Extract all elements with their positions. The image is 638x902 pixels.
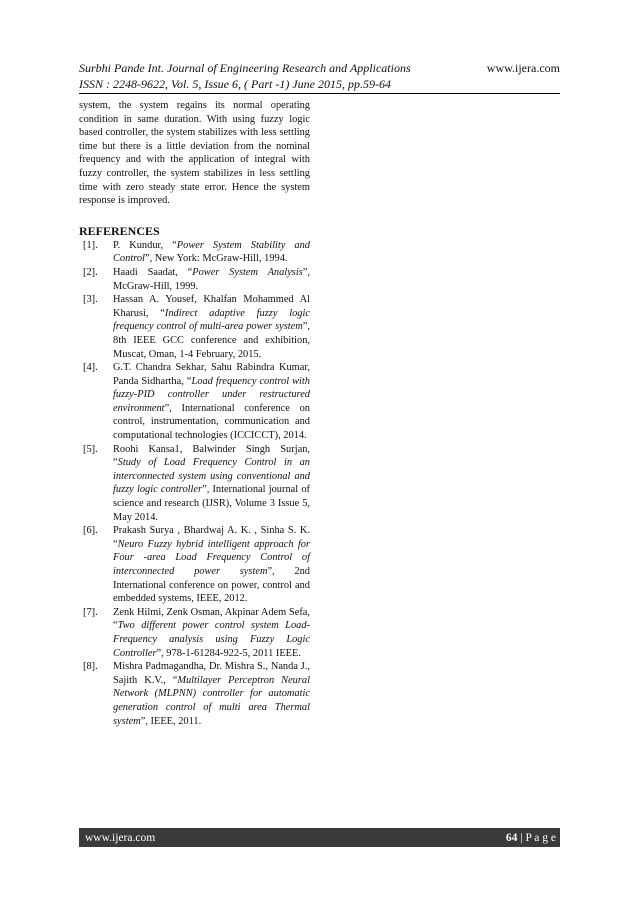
- reference-authors: G.T. Chandra Sekhar, Sahu Rabindra Kumar, Panda Sidhartha, “: [113, 362, 310, 387]
- reference-number: [5].: [83, 443, 98, 455]
- reference-authors: Hassan A. Yousef, Khalfan Mohammed Al Kharusi, “: [113, 294, 310, 319]
- reference-number: [8].: [83, 661, 98, 673]
- reference-item: [79, 239, 310, 266]
- reference-item: [79, 660, 310, 728]
- page-header: [79, 60, 560, 92]
- reference-source: ”, McGraw-Hill, 1999.: [113, 266, 310, 292]
- reference-text: [113, 524, 310, 606]
- header-divider: [79, 93, 560, 94]
- reference-item: [79, 524, 310, 606]
- reference-number: [6].: [83, 525, 98, 537]
- page-number-label: [506, 832, 556, 844]
- journal-line: Surbhi Pande Int. Journal of Engineering Research and Applications: [79, 61, 411, 75]
- reference-number: [7].: [83, 606, 98, 618]
- reference-authors: Mishra Padmagandha, Dr. Mishra S., Nanda J., Sajith K.V., “: [113, 661, 310, 686]
- header-website-link[interactable]: www.ijera.com: [486, 61, 560, 75]
- reference-item: [79, 361, 310, 443]
- references-heading: REFERENCES: [79, 223, 160, 238]
- reference-number: [2].: [83, 266, 98, 278]
- reference-text: [113, 361, 310, 443]
- reference-title: Power System Analysis: [192, 266, 303, 278]
- reference-list: [79, 239, 310, 728]
- reference-authors: Zenk Hilmi, Zenk Osman, Akpinar Adem Sefa, “: [113, 606, 310, 632]
- reference-title: Indirect adaptive fuzzy logic frequency control of multi-area power system: [113, 307, 310, 333]
- reference-number: [1].: [83, 239, 98, 251]
- intro-paragraph: system, the system regains its normal operating condition in same duration. With using fuzzy logic based controller, the system stabilizes with less settling time but there is a little deviation from the nominal frequency and with the application of integral with fuzzy controller, the system stabilizes in less settling time with zero steady state error. Hence the system response is improved.: [79, 100, 310, 207]
- reference-source: ”, International journal of science and research (IJSR), Volume 3 Issue 5, May 2014.: [113, 484, 310, 523]
- reference-title: Neuro Fuzzy hybrid intelligent approach for Four -area Load Frequency Control of interconnected power system: [113, 538, 310, 577]
- reference-number: [4].: [83, 362, 98, 374]
- reference-title: Multilayer Perceptron Neural Network (MLPNN) controller for automatic generation control of multi area Thermal system: [113, 674, 310, 727]
- reference-text: [113, 293, 310, 361]
- reference-authors: Prakash Surya , Bhardwaj A. K. , Sinha S. K. “: [113, 525, 310, 550]
- footer-website-link[interactable]: www.ijera.com: [85, 831, 156, 844]
- left-column: [79, 99, 310, 728]
- reference-authors: Haadi Saadat, “: [113, 266, 193, 278]
- reference-source: ”, 8th IEEE GCC conference and exhibition, Muscat, Oman, 1-4 February, 2015.: [113, 321, 310, 360]
- reference-item: [79, 293, 310, 361]
- reference-source: ”, 978-1-61284-922-5, 2011 IEEE.: [156, 647, 301, 659]
- reference-item: [79, 606, 310, 660]
- reference-source: ”, 2nd International conference on power, control and embedded systems, IEEE, 2012.: [113, 566, 310, 605]
- reference-number: [3].: [83, 294, 98, 306]
- page-number: 64: [505, 831, 518, 844]
- page-footer: [79, 828, 560, 847]
- reference-item: [79, 443, 310, 525]
- reference-title: Two different power control system Load-Frequency analysis using Fuzzy Logic Controller: [113, 620, 310, 659]
- reference-authors: Roohi Kansa1, Balwinder Singh Surjan, “: [113, 443, 310, 469]
- issn-line: ISSN : 2248-9622, Vol. 5, Issue 6, ( Part -1) June 2015, pp.59-64: [79, 77, 391, 91]
- reference-text: [113, 606, 310, 660]
- reference-authors: P. Kundur, “: [113, 239, 177, 251]
- reference-source: ”, International conference on control, instrumentation, communication and computational technologies (ICCICCT), 2014.: [113, 402, 310, 442]
- reference-source: ”, New York: McGraw-Hill, 1994.: [144, 253, 288, 265]
- reference-text: [113, 660, 310, 728]
- reference-title: Load frequency control with fuzzy-PID controller under restructured environment: [113, 375, 310, 414]
- reference-source: ”, IEEE, 2011.: [140, 715, 202, 727]
- reference-text: [113, 266, 310, 293]
- page-label: | P a g e: [517, 831, 556, 844]
- reference-text: [113, 443, 310, 525]
- reference-title: Power System Stability and Control: [113, 239, 310, 265]
- reference-text: [113, 239, 310, 266]
- reference-item: [79, 266, 310, 293]
- reference-title: Study of Load Frequency Control in an interconnected system using conventional and fuzzy logic controller: [113, 457, 310, 496]
